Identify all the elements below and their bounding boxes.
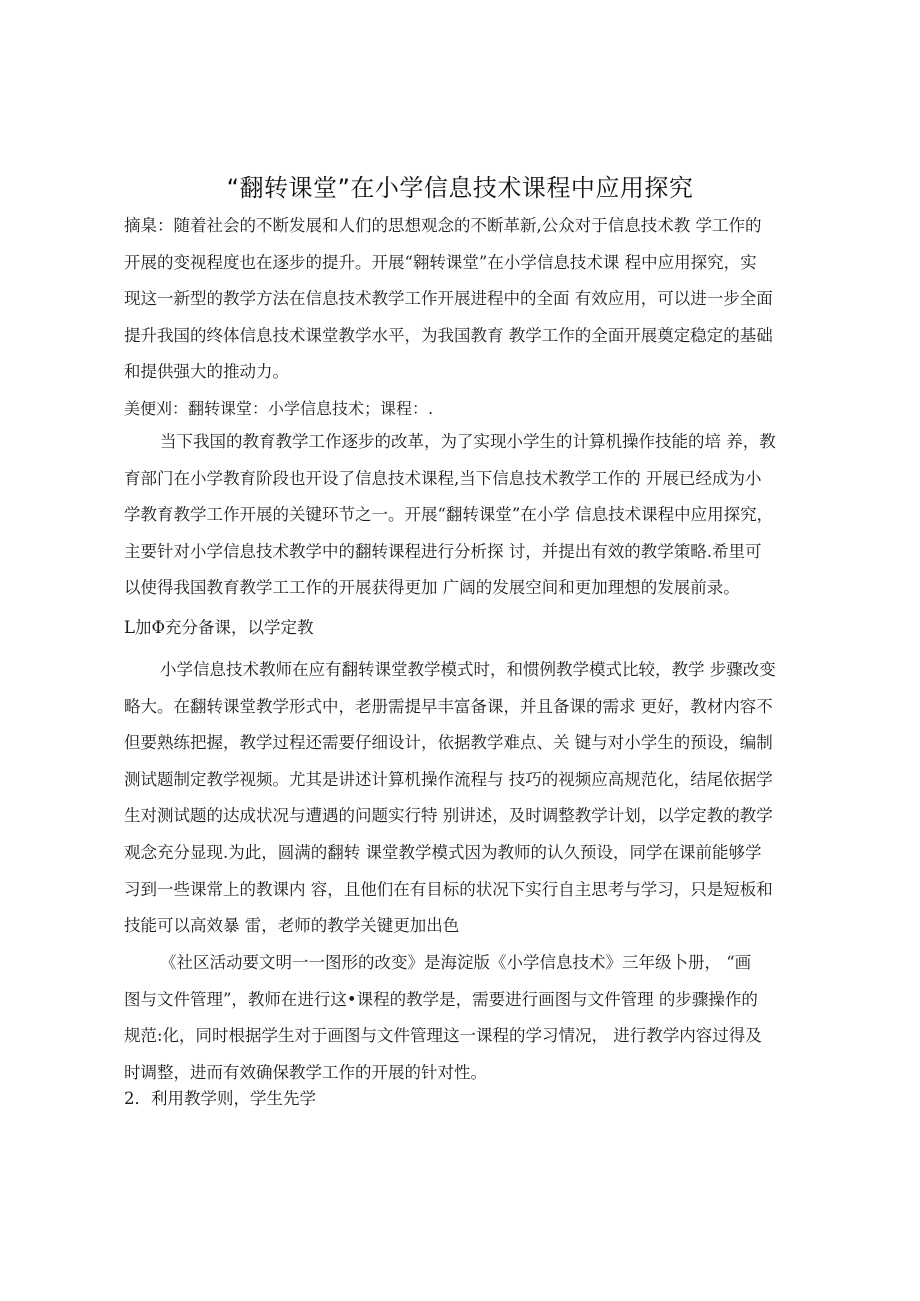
intro-line: 主要针对小学信息技术教学中的翻转课程进行分析探 讨，并提出有效的教学策略.希里可 [124,541,762,561]
abstract-line: 和提供强大的推动力。 [124,362,289,382]
body-line: 测试题制定教学视频。尤其是讲述计算机操作流程与 技巧的视频应高规范化，结尾依据学 [124,769,773,789]
section-heading-2 [124,1081,804,1118]
body-line: 生对测试题的达成状况与遭遇的问题实行特 别讲述，及时调整教学计划，以学定教的教学 [124,806,773,826]
body-line: 习到一些课常上的教课内 容，且他们在有目标的状况下实行自主思考与学习，只是短板和 [124,879,773,899]
section-heading-text: 2．利用教学则，学生先学 [124,1089,316,1108]
body-line: 技能可以高效暴 雷，老师的教学关键更加出色 [124,916,460,936]
section-heading-1 [124,610,804,647]
body-line: 略大。在翻转课堂教学形式中，老册需提早丰富备课，并且备课的需求 更好，教材内容不 [124,696,773,716]
body-line: 时调整，进而有效确保教学工作的开展的针对性。 [124,1062,487,1082]
body-paragraph-1 [124,652,804,945]
intro-line: 育部门在小学教育阶段也开设了信息技术课程,当下信息技术教学工作的 开展已经成为小 [124,468,762,488]
body-line: 规范:化，同时根据学生对于画图与文件管理这一课程的学习情况， 进行教学内容过得及 [124,1026,762,1046]
section-heading-text: L加Φ充分备课，以学定教 [124,618,314,637]
keywords-text: 美便刈：翻转课堂：小学信息技术；课程：. [124,399,434,418]
intro-paragraph [124,424,804,607]
abstract-line: 提升我国的终体信息技术课堂教学水平，为我国教育 教学工作的全面开展奠定稳定的基础 [124,325,773,345]
intro-line: 以使得我国教育教学工工作的开展获得更加 广阔的发展空间和更加理想的发展前录。 [124,578,740,598]
body-line: 图与文件管理”，教师在进行这•课程的教学是，需要进行画图与文件管理 的步骤操作的 [124,989,758,1009]
abstract-line: 摘臬：随着社会的不断发展和人们的思想观念的不断革新,公众对于信息技术教 学工作的 [124,216,762,235]
body-line: 观念充分显现.为此，圆满的翻转 课堂教学模式因为教师的认久预设，同学在课前能够学 [124,842,762,862]
intro-line: 当下我国的教育教学工作逐步的改革，为了实现小学生的计算机操作技能的培 养，教 [160,432,776,451]
abstract-line: 开展的变视程度也在逐步的提升。开展“翱转课堂”在小学信息技术课 程中应用探究，实 [124,252,757,272]
document-title: “翻转课堂”在小学信息技术课程中应用探究 [226,174,694,202]
body-paragraph-2 [124,945,804,1091]
body-line: 但要熟练把握，教学过程还需要仔细设计，依据教学难点、关 键与对小学生的预设，编制 [124,733,773,753]
abstract-line: 现这一新型的教学方法在信息技术教学工作开展进程中的全面 有效应用，可以进一步全面 [124,289,773,309]
keywords-line [124,391,804,428]
body-line: 《社区活动要文明一一图形的改变》是海淀版《小学信息技术》三年级卜册， “画 [160,953,752,972]
intro-line: 学教育教学工作开展的关键环节之一。开展“翻转课堂”在小学 信息技术课程中应用探究， [124,505,774,525]
body-line: 小学信息技术教师在应有翻转课堂教学模式时，和惯例教学模式比较，教学 步骤改变 [160,660,776,679]
abstract-paragraph [124,208,804,391]
